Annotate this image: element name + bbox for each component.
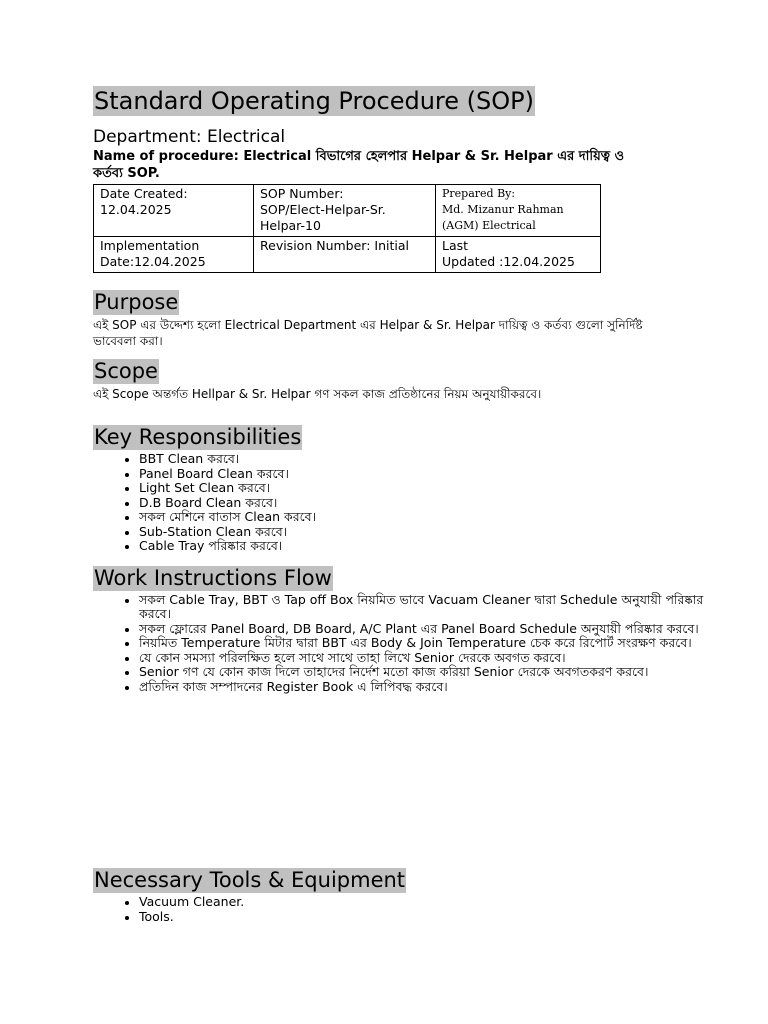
date-created-value: 12.04.2025 (100, 202, 172, 217)
responsibilities-list (93, 452, 693, 554)
list-item: • Senior গণ যে কোন কাজ দিলে তাহাদের নির্দেশ মতো কাজ করিয়া Senior দেরকে অবগতকরণ করবে। (139, 665, 714, 680)
procedure-name: Name of procedure: Electrical বিভাগের হেলপার Helpar & Sr. Helpar এর দায়িত্ব ও কর্তব্য SOP. (93, 149, 625, 181)
revision-number: Revision Number: Initial (260, 238, 409, 253)
last-label: Last (442, 238, 469, 253)
prepared-by-cell (436, 185, 601, 237)
responsibilities-heading: Key Responsibilities (94, 425, 302, 449)
list-item: • সকল ফ্লোরের Panel Board, DB Board, A/C Plant এর Panel Board Schedule অনুযায়ী পরিষ্কার করবে। (139, 622, 714, 637)
list-item: • নিয়মিত Temperature মিটার দ্বারা BBT এর Body & Join Temperature চেক করে রিপোর্ট সংরক্ষণ করবে। (139, 636, 714, 651)
tools-list (93, 895, 406, 924)
revision-cell (254, 237, 436, 273)
list-item: • Light Set Clean করবে। (139, 481, 693, 496)
prepared-by-name: Md. Mizanur Rahman (442, 203, 564, 216)
date-created-cell (94, 185, 254, 237)
department-line: Department: Electrical (93, 127, 286, 147)
scope-text: এই Scope অন্তর্গত Hellpar & Sr. Helpar গণ সকল কাজ প্রতিষ্ঠানের নিয়ম অনুযায়ীকরবে। (93, 387, 542, 401)
sop-number-value-cont: Helpar-10 (260, 218, 321, 233)
date-created-label: Date Created: (100, 186, 188, 201)
sop-number-value: SOP/Elect-Helpar-Sr. (260, 202, 386, 217)
sop-number-label: SOP Number: (260, 186, 344, 201)
list-item: • Panel Board Clean করবে। (139, 467, 693, 482)
implementation-date: Date:12.04.2025 (100, 254, 206, 269)
list-item: • প্রতিদিন কাজ সম্পাদনের Register Book এ লিপিবদ্ধ করবে। (139, 680, 714, 695)
list-item: • Cable Tray পরিষ্কার করবে। (139, 539, 693, 554)
meta-table (93, 184, 601, 273)
sop-page (93, 86, 704, 924)
work-flow-list (93, 593, 714, 695)
prepared-by-role: (AGM) Electrical (442, 219, 536, 232)
implementation-cell (94, 237, 254, 273)
list-item: • BBT Clean করবে। (139, 452, 693, 467)
tools-heading: Necessary Tools & Equipment (94, 868, 406, 892)
purpose-text: এই SOP এর উদ্দেশ্য হলো Electrical Department এর Helpar & Sr. Helpar দায়িত্ব ও কর্তব্য গুলো সুনির্দিষ্ট ভাবেবলা করা। (93, 318, 643, 348)
list-item: • সকল Cable Tray, BBT ও Tap off Box নিয়মিত ভাবে Vacuam Cleaner দ্বারা Schedule অনুযায়ী পরিষ্কার করবে। (139, 593, 714, 622)
work-flow-heading: Work Instructions Flow (94, 565, 332, 590)
scope-heading: Scope (94, 359, 158, 383)
list-item: • Vacuum Cleaner. (139, 895, 406, 910)
implementation-label: Implementation (100, 238, 200, 253)
list-item: • যে কোন সমস্যা পরিলক্ষিত হলে সাথে সাথে তাহা লিখে Senior দেরকে অবগত করবে। (139, 651, 714, 666)
document-title: Standard Operating Procedure (SOP) (94, 87, 534, 115)
prepared-by-label: Prepared By: (442, 187, 516, 200)
last-updated-date: Updated :12.04.2025 (442, 254, 575, 269)
list-item: • Sub-Station Clean করবে। (139, 525, 693, 540)
list-item: • সকল মেশিনে বাতাস Clean করবে। (139, 510, 693, 525)
purpose-heading: Purpose (94, 290, 179, 314)
sop-number-cell (254, 185, 436, 237)
list-item: • D.B Board Clean করবে। (139, 496, 693, 511)
list-item: • Tools. (139, 910, 406, 925)
last-updated-cell (436, 237, 601, 273)
